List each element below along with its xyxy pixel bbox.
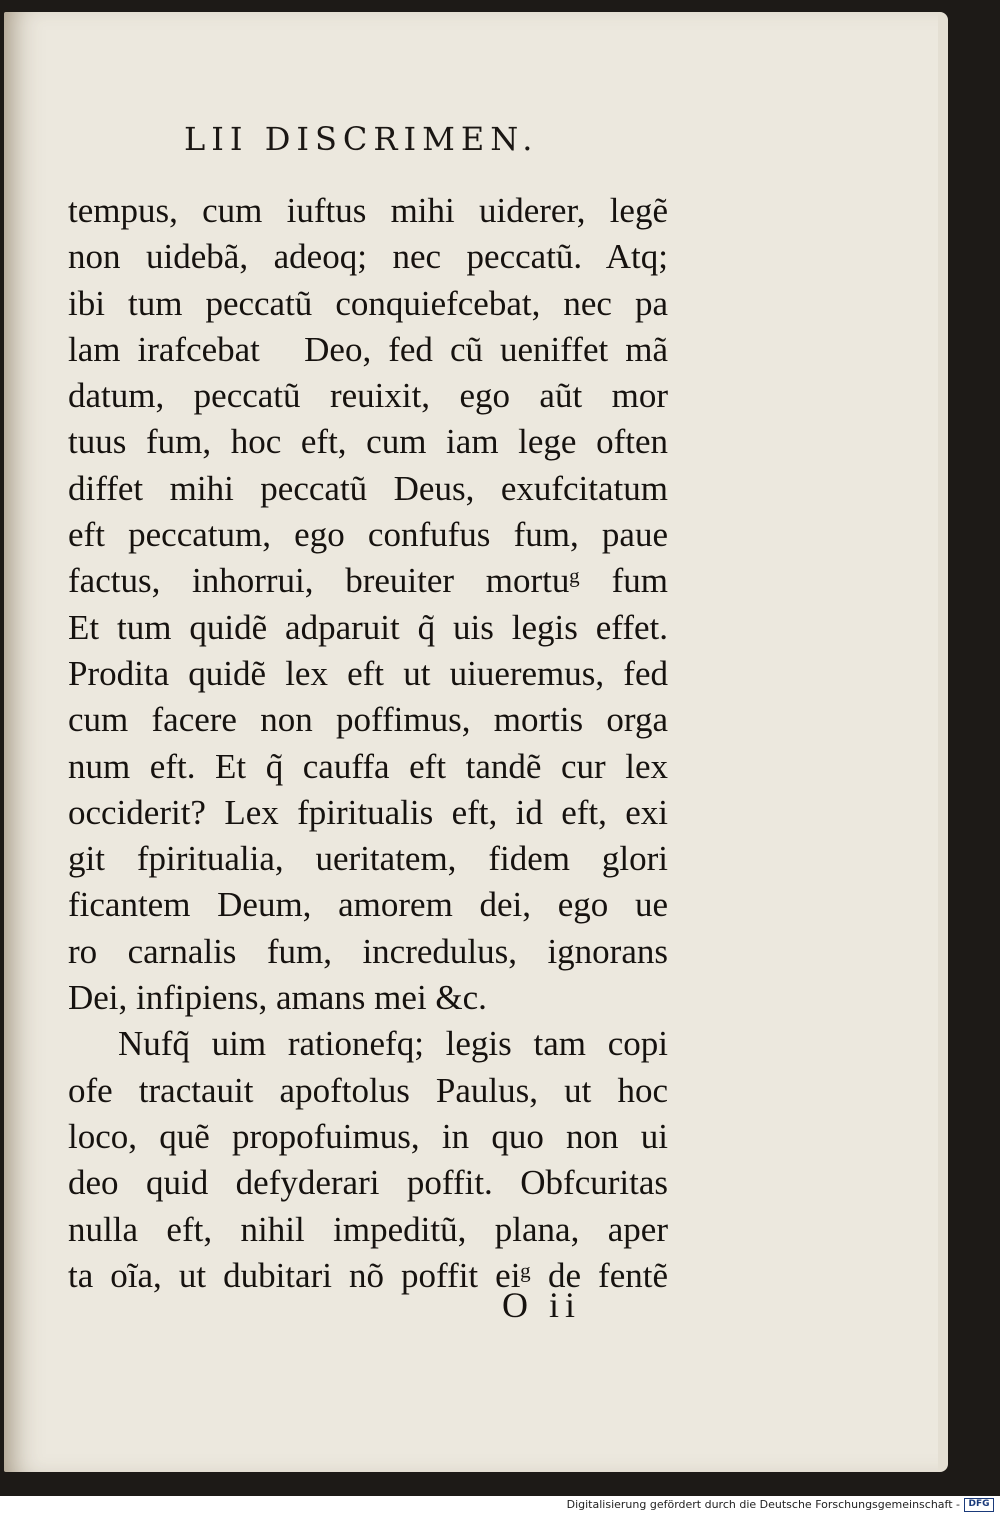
text-line: lam irafcebatᷣ Deo, fed cũ ueniffet mã xyxy=(68,329,668,369)
dfg-logo-icon: DFG xyxy=(964,1498,994,1512)
funding-credit: Digitalisierung gefördert durch die Deutsche Forschungsgemeinschaft - xyxy=(566,1498,960,1511)
text-line: ibi tum peccatũ conquiefcebat, nec pa xyxy=(68,283,668,323)
text-line: nulla eft, nihil impeditũ, plana, aper xyxy=(68,1209,668,1249)
text-line: tuus fum, hoc eft, cum iam lege often xyxy=(68,422,668,462)
text-line: occiderit? Lex fpiritualis eft, id eft, exi xyxy=(68,792,668,832)
signature-mark: O ii xyxy=(502,1285,582,1325)
text-line: Dei, infipiens, amans mei &c. xyxy=(68,978,487,1018)
text-line: ofe tractauit apoftolus Paulus, ut hoc xyxy=(68,1070,668,1110)
text-line: num eft. Et q̃ cauffa eft tandẽ cur lex xyxy=(68,746,668,786)
text-line-paragraph-start: Nufq̃ uim rationefq; legis tam copi xyxy=(118,1024,668,1064)
text-line: tempus, cum iuftus mihi uiderer, legẽ xyxy=(68,191,668,230)
body-text xyxy=(68,188,668,1299)
text-line: ta oĩa, ut dubitari nõ poffit eiᵍ de fentẽ xyxy=(68,1255,668,1295)
running-head: LII DISCRIMEN. xyxy=(184,120,539,158)
book-page xyxy=(4,12,944,1472)
text-line: datum, peccatũ reuixit, ego aũt mor xyxy=(68,376,668,416)
text-line: cum facere non poffimus, mortis orga xyxy=(68,700,668,740)
text-line: deo quid defyderari poffit. Obfcuritas xyxy=(68,1163,668,1203)
text-line: git fpiritualia, ueritatem, fidem glori xyxy=(68,839,668,879)
text-line: loco, quẽ propofuimus, in quo non ui xyxy=(68,1116,668,1156)
text-line: ro carnalis fum, incredulus, ignorans xyxy=(68,931,668,971)
text-line: diffet mihi peccatũ Deus, exufcitatum xyxy=(68,468,668,508)
text-line: factus, inhorrui, breuiter mortuᵍ fum xyxy=(68,561,668,601)
text-line: eft peccatum, ego confufus fum, paue xyxy=(68,515,668,555)
text-line: ficantem Deum, amorem dei, ego ue xyxy=(68,885,668,925)
text-line: Prodita quidẽ lex eft ut uiueremus, fed xyxy=(68,653,668,693)
text-line: Et tum quidẽ adparuit q̃ uis legis effet. xyxy=(68,607,668,647)
footer-bar xyxy=(0,1496,1000,1516)
text-line: non uidebã, adeoq; nec peccatũ. Atq; xyxy=(68,237,668,277)
